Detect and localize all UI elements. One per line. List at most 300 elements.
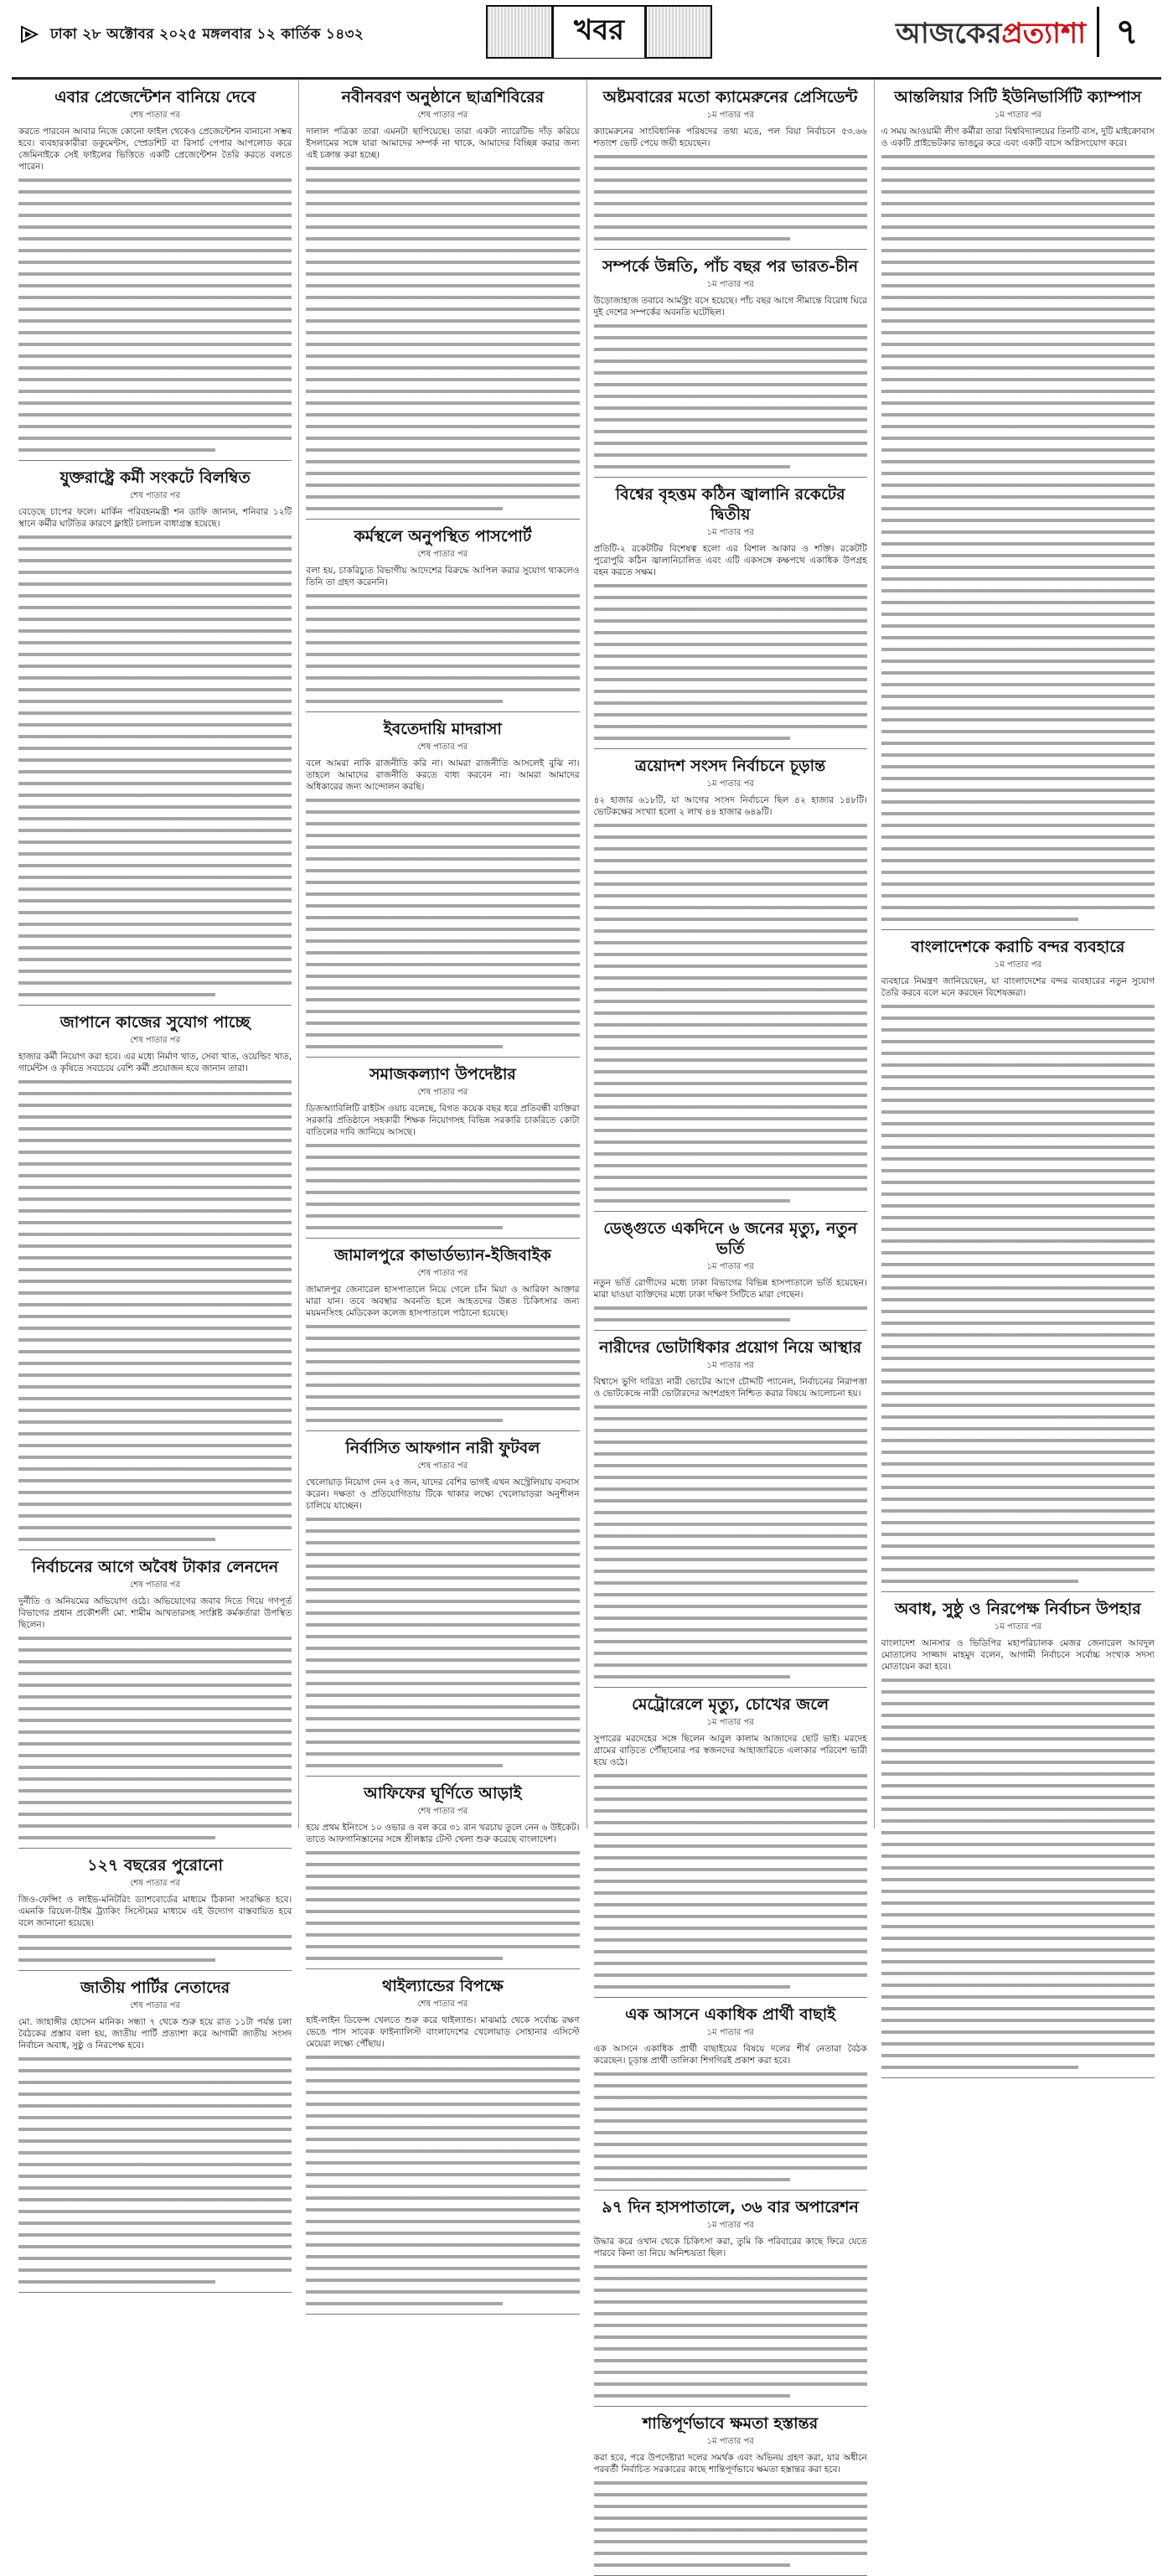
text-line	[881, 151, 1155, 163]
text-line	[306, 1642, 579, 1654]
text-line	[18, 1510, 292, 1522]
text-line	[881, 1212, 1155, 1223]
article-lead-text: খেলোয়াড় নিয়োগ দেন ২৫ জন, যাদের বেশির ভাগই এখন অস্ট্রেলিয়ায় বসবাস করেন। দক্ষতা ও প্রতিযোগিতায় টিকে থাকার লক্ষ্যে খেলোয়াড়রা অনুশীলন চালিয়ে যাচ্ছেন।	[306, 1477, 580, 1511]
text-line	[881, 374, 1155, 385]
text-line	[594, 580, 867, 592]
text-line	[881, 726, 1155, 737]
text-line	[594, 662, 867, 674]
text-line	[594, 650, 867, 662]
text-line	[594, 984, 867, 996]
text-line	[306, 2098, 579, 2110]
text-line	[306, 1748, 579, 1760]
text-line	[18, 1534, 215, 1545]
text-line	[306, 2051, 579, 2063]
text-line	[306, 444, 579, 456]
text-line	[881, 1306, 1155, 1317]
text-line	[18, 813, 292, 825]
text-line	[881, 1153, 1155, 1165]
text-line	[306, 2157, 579, 2169]
article-body	[306, 1822, 579, 1964]
article-headline: ত্রয়োদশ সংসদ নির্বাচনে চূড়ান্ত	[635, 757, 826, 775]
text-line	[881, 1493, 1155, 1505]
article-headline: যুক্তরাষ্ট্রে কর্মী সংকটে বিলম্বিত	[59, 468, 251, 487]
text-line	[18, 566, 292, 578]
text-line	[594, 925, 867, 937]
text-line	[306, 637, 579, 649]
text-line	[306, 2145, 579, 2157]
text-line	[594, 1934, 867, 1946]
text-line	[18, 989, 215, 1001]
article-body	[881, 975, 1155, 1587]
article-headline: ইবতেদায়ি মাদরাসা	[383, 720, 502, 738]
column-4	[875, 80, 1161, 1829]
text-line	[18, 1275, 292, 1287]
text-line	[18, 2194, 292, 2206]
text-line	[594, 1770, 867, 1782]
text-line	[18, 1088, 292, 1099]
article-headline: আন্তলিয়ার সিটি ইউনিভার্সিটি ক্যাম্পাস	[894, 88, 1142, 106]
text-line	[18, 1123, 292, 1135]
text-line	[306, 865, 579, 877]
text-line	[881, 1540, 1155, 1552]
text-line	[306, 409, 579, 421]
text-line	[306, 292, 579, 303]
text-line	[306, 1929, 579, 1941]
news-article	[18, 80, 292, 461]
article-lead-text: নতুন ভর্তি রোগীদের মধ্যে ঢাকা বিভাগের বিভিন্ন হাসপাতালে ভর্তি হয়েছেন। মারা যাওয়া ব্যক্তিদের মধ্যে ঢাকা দক্ষিণ সিটিতে মারা গেছেন।	[593, 1278, 867, 1300]
text-line	[881, 1745, 1155, 1756]
news-article	[18, 1971, 292, 2293]
text-line	[18, 1820, 292, 1832]
text-line	[881, 702, 1155, 714]
text-line	[594, 996, 867, 1007]
text-line	[306, 397, 579, 409]
text-line	[594, 437, 867, 449]
text-line	[881, 1270, 1155, 1282]
text-line	[18, 1135, 292, 1146]
article-body	[18, 1894, 292, 1966]
text-line	[594, 402, 867, 414]
text-line	[18, 531, 292, 543]
text-line	[881, 550, 1155, 561]
article-headline: এবার প্রেজেন্টেশন বানিয়ে দেবে	[54, 88, 256, 106]
text-line	[18, 801, 292, 813]
article-text-lines	[594, 320, 867, 473]
column-1	[12, 80, 299, 2051]
text-line	[881, 1792, 1155, 1803]
text-line	[594, 1089, 867, 1101]
text-line	[594, 163, 867, 174]
text-line	[881, 1001, 1155, 1012]
text-line	[18, 872, 292, 883]
text-line	[18, 672, 292, 684]
text-line	[18, 209, 292, 221]
text-line	[306, 2122, 579, 2134]
text-line	[881, 1259, 1155, 1270]
text-line	[881, 679, 1155, 691]
text-line	[18, 1679, 292, 1691]
text-line	[594, 2320, 867, 2331]
text-line	[594, 843, 867, 855]
text-line	[18, 339, 292, 350]
article-text-lines	[594, 151, 867, 245]
text-line	[306, 256, 579, 268]
text-line	[306, 1917, 579, 1929]
text-line	[881, 1482, 1155, 1493]
text-line	[881, 1317, 1155, 1329]
text-line	[594, 2284, 867, 2296]
text-line	[306, 315, 579, 327]
article-body	[18, 126, 292, 456]
continued-from-label: শেষ পাতার পর	[130, 1879, 180, 1888]
text-line	[881, 1106, 1155, 1118]
article-lead-text: দালাল পত্রিকা তারা এমনটা ছাপিয়েছে। তারা একটা ন্যারেটিভ দাঁড় করিয়ে ইসলামের সঙ্গে যারা আমাদের সম্পর্ক না থাকে, আমাদের বিচ্ছিন্ন করার জন্য এই চক্রান্ত করা হচ্ছে।	[306, 127, 580, 160]
text-line	[881, 245, 1155, 256]
news-article	[881, 80, 1155, 930]
text-line	[881, 1780, 1155, 1792]
continued-from-label: ১ম পাতার পর	[706, 2221, 754, 2230]
article-text-lines	[306, 163, 579, 515]
article-body	[594, 126, 867, 245]
text-line	[306, 853, 579, 865]
article-text-lines	[594, 2261, 867, 2402]
text-line	[306, 2274, 579, 2286]
text-line	[18, 1158, 292, 1170]
text-line	[594, 902, 867, 913]
continued-from-label: ১ম পাতার পর	[706, 528, 754, 537]
text-line	[594, 674, 867, 685]
text-line	[306, 1222, 503, 1234]
text-line	[306, 1906, 579, 1917]
text-line	[594, 2296, 867, 2308]
text-line	[18, 432, 292, 444]
article-headline: ১২৭ বছরের পুরোনো	[87, 1856, 224, 1875]
text-line	[881, 691, 1155, 702]
text-line	[594, 1911, 867, 1922]
text-line	[594, 2261, 867, 2273]
text-line	[594, 937, 867, 949]
text-line	[881, 1165, 1155, 1177]
text-line	[306, 1403, 579, 1415]
text-line	[881, 256, 1155, 268]
text-line	[18, 1954, 215, 1966]
text-line	[306, 2239, 579, 2251]
text-line	[306, 1941, 579, 1953]
text-line	[881, 1552, 1155, 1564]
text-line	[306, 982, 579, 994]
text-line	[18, 977, 292, 989]
text-line	[594, 1659, 867, 1671]
text-line	[881, 1083, 1155, 1094]
text-line	[306, 327, 579, 339]
text-line	[18, 268, 292, 280]
text-line	[306, 1678, 579, 1689]
text-line	[18, 1632, 292, 1644]
text-line	[594, 2273, 867, 2284]
text-line	[881, 1897, 1155, 1909]
text-line	[881, 866, 1155, 878]
article-lead-text: করতে পারবেন আবার নিজে কোনো ফাইল থেকেও প্রেজেন্টেশন বানানো সম্ভব হবে। ব্যবহারকারীরা ডকুমেন্টস, স্প্রেডশিট বা রিসার্চ পেপার আপলোড করে জেমিনাইকে সেই ফাইলের ভিত্তিতে একটি প্রেজেন্টেশন তৈরি করতে বলতে পারেন।	[18, 127, 292, 172]
section-title: খবর	[551, 7, 647, 58]
text-line	[594, 1612, 867, 1624]
text-line	[306, 2087, 579, 2098]
text-line	[18, 374, 292, 385]
article-body	[306, 1477, 579, 1772]
text-line	[18, 385, 292, 397]
text-line	[306, 2063, 579, 2075]
text-line	[306, 1344, 579, 1356]
text-line	[18, 1299, 292, 1311]
text-line	[306, 1713, 579, 1725]
text-line	[306, 374, 579, 385]
text-line	[881, 585, 1155, 597]
text-line	[306, 1560, 579, 1572]
text-line	[881, 350, 1155, 362]
article-body	[594, 2452, 867, 2571]
article-headline: এক আসনে একাধিক প্রার্থী বাছাই	[625, 2005, 836, 2024]
article-text-lines	[594, 2068, 867, 2185]
text-line	[881, 526, 1155, 538]
text-line	[881, 1564, 1155, 1575]
text-line	[594, 1782, 867, 1793]
text-line	[881, 1698, 1155, 1710]
text-line	[881, 913, 1078, 925]
text-line	[881, 1874, 1155, 1885]
text-line	[18, 2159, 292, 2170]
article-lead-text: সুপারের মরদেহের সঙ্গে ছিলেন আবুল কালাম আজাদের ছোট ভাই। মরদেহ গ্রামের বাড়িতে পৌঁছানোর পর স্বজনদের আহাজারিতে এলাকার পরিবেশ ভারী হয়ে ওঠে।	[593, 1734, 867, 1767]
text-line	[881, 1827, 1155, 1839]
text-line	[18, 578, 292, 590]
text-line	[881, 1282, 1155, 1294]
text-line	[881, 1177, 1155, 1188]
text-line	[18, 2135, 292, 2147]
text-line	[594, 603, 867, 615]
article-text-lines	[881, 151, 1155, 925]
text-line	[594, 685, 867, 697]
text-line	[306, 1175, 579, 1187]
text-line	[881, 163, 1155, 174]
news-article	[594, 1212, 867, 1331]
text-line	[594, 2559, 791, 2571]
text-line	[18, 883, 292, 895]
news-article	[18, 1849, 292, 1971]
text-line	[18, 789, 292, 801]
text-line	[881, 1435, 1155, 1446]
text-line	[306, 1725, 579, 1736]
text-line	[306, 1584, 579, 1596]
article-text-lines	[18, 2053, 292, 2288]
article-headline: থাইল্যান্ডের বিপক্ষে	[382, 1977, 504, 1995]
text-line	[18, 1668, 292, 1679]
page-number: ৭	[1097, 7, 1155, 57]
article-lead-text: বেড়েছে চাপের ফলে। মার্কিন পরিবহনমন্ত্রী শন ডাফি জানান, শনিবার ১২টি স্থানে কর্মীর ঘাটতির কারণে ফ্লাইট চলাচল বাধাগ্রস্ত হয়েছে।	[18, 507, 292, 529]
text-line	[594, 2331, 867, 2343]
text-line	[594, 2548, 867, 2559]
article-lead-text: করা হবে, পরে উপদেষ্টারা দলের সমর্থক এবং অভিনয় গ্রহণ করা, যার অধীনে পরবর্তী নির্বাচিত সরকারের কাছে শান্তিপূর্ণভাবে ক্ষমতা হস্তান্তর করা হবে।	[593, 2453, 867, 2475]
text-line	[594, 2378, 867, 2390]
text-line	[881, 1803, 1155, 1815]
article-lead-text: বিশ্বাসে ভুগি দারিদ্র্য নারী ভোটের আগে চৌদ্দটি প্যানেল, নির্বাচনের নিরাপত্তা ও ভোটকেন্দ্রে নারী ভোটারদের অংশগ্রহণ নিশ্চিত করার বিষয়ে আলোচনা হয়।	[593, 1377, 867, 1399]
text-line	[306, 1859, 579, 1870]
text-line	[18, 1205, 292, 1217]
text-line	[306, 163, 579, 174]
text-line	[881, 1247, 1155, 1259]
text-line	[881, 468, 1155, 479]
text-line	[594, 2103, 867, 2115]
text-line	[881, 315, 1155, 327]
text-line	[881, 491, 1155, 503]
article-body	[306, 758, 579, 1053]
text-line	[594, 890, 867, 902]
article-text-lines	[18, 1076, 292, 1545]
text-line	[306, 245, 579, 256]
text-line	[594, 1172, 867, 1183]
text-line	[594, 1899, 867, 1911]
continued-from-label: ১ম পাতার পর	[994, 960, 1042, 970]
text-line	[881, 421, 1155, 432]
text-line	[18, 1498, 292, 1510]
text-line	[594, 2174, 791, 2185]
text-line	[881, 1188, 1155, 1200]
article-text-lines	[594, 1401, 867, 1683]
article-headline: আফিফের ঘূর্ণিতে আড়াই	[364, 1784, 522, 1803]
text-line	[18, 1240, 292, 1252]
text-line	[306, 1368, 579, 1379]
masthead	[12, 0, 1161, 80]
article-body	[18, 1051, 292, 1545]
text-line	[594, 1507, 867, 1518]
text-line	[881, 1470, 1155, 1482]
text-line	[881, 1517, 1155, 1529]
text-line	[594, 1518, 867, 1530]
article-headline: জাতীয় পার্টির নেতাদের	[80, 1979, 230, 1997]
text-line	[594, 960, 867, 972]
text-line	[18, 1170, 292, 1182]
text-line	[881, 1071, 1155, 1083]
text-line	[594, 2308, 867, 2320]
text-line	[18, 1369, 292, 1381]
text-line	[881, 1200, 1155, 1212]
text-line	[306, 456, 579, 468]
text-line	[594, 615, 867, 627]
text-line	[306, 1163, 579, 1175]
text-line	[881, 878, 1155, 890]
text-line	[18, 292, 292, 303]
text-line	[881, 2015, 1155, 2026]
text-line	[881, 831, 1155, 843]
text-line	[594, 878, 867, 890]
text-line	[18, 1099, 292, 1111]
text-line	[881, 1979, 1155, 1991]
issue-date: ঢাকা ২৮ অক্টোবর ২০২৫ মঙ্গলবার ১২ কার্তিক ১৪৩২	[50, 26, 364, 43]
text-line	[18, 907, 292, 918]
article-text-lines	[594, 2477, 867, 2571]
text-line	[306, 912, 579, 923]
text-line	[594, 1648, 867, 1659]
text-line	[594, 1078, 867, 1089]
article-text-lines	[306, 590, 579, 707]
text-line	[306, 923, 579, 935]
text-line	[306, 1631, 579, 1642]
text-line	[306, 1882, 579, 1894]
article-lead-text: জিও-ফেন্সিং ও লাইভ-মনিটরিং ড্যাশবোর্ডের মাধ্যমে ঠিকানা সংরক্ষিত হবে। এমনকি রিয়েল-টাইম ট্র্যাকিং সিস্টেমের মাধ্যমে এই উদ্যোগ বাস্তবায়িত হবে বলে জানানো হয়েছে।	[18, 1895, 292, 1928]
text-line	[594, 2524, 867, 2536]
continued-from-label: ১ম পাতার পর	[994, 111, 1042, 120]
text-line	[881, 1059, 1155, 1071]
text-line	[594, 2092, 867, 2103]
article-body	[594, 2043, 867, 2185]
text-line	[306, 2263, 579, 2274]
text-line	[881, 268, 1155, 280]
text-line	[306, 479, 579, 491]
text-line	[881, 620, 1155, 632]
article-text-lines	[881, 1001, 1155, 1587]
text-line	[594, 1554, 867, 1565]
text-line	[594, 1969, 867, 1981]
text-line	[881, 597, 1155, 608]
text-line	[594, 1401, 867, 1413]
text-line	[18, 1229, 292, 1240]
news-article	[18, 1006, 292, 1550]
text-line	[18, 350, 292, 362]
text-line	[881, 1721, 1155, 1733]
text-line	[306, 385, 579, 397]
text-line	[881, 1944, 1155, 1956]
text-line	[18, 2147, 292, 2159]
text-line	[594, 2512, 867, 2524]
text-line	[18, 2276, 215, 2288]
text-line	[306, 1140, 579, 1151]
text-line	[18, 1750, 292, 1761]
text-line	[18, 2053, 292, 2065]
text-line	[18, 1797, 292, 1808]
text-line	[18, 1217, 292, 1229]
article-body	[18, 506, 292, 1001]
text-line	[18, 649, 292, 660]
text-line	[306, 2251, 579, 2263]
text-line	[881, 2003, 1155, 2015]
article-headline: নির্বাচনের আগে অবৈধ টাকার লেনদেন	[32, 1558, 279, 1576]
text-line	[18, 930, 292, 942]
text-line	[18, 1942, 292, 1954]
text-line	[306, 672, 579, 684]
text-line	[594, 174, 867, 186]
text-line	[881, 221, 1155, 233]
text-line	[18, 245, 292, 256]
text-line	[594, 2367, 867, 2378]
text-line	[594, 2489, 867, 2501]
text-line	[881, 1815, 1155, 1827]
text-line	[306, 186, 579, 198]
text-line	[306, 1619, 579, 1631]
text-line	[594, 1195, 791, 1207]
text-line	[18, 1182, 292, 1193]
text-line	[306, 362, 579, 374]
article-headline: নির্বাসিত আফগান নারী ফুটবল	[345, 1439, 540, 1457]
text-line	[18, 280, 292, 292]
text-line	[306, 1689, 579, 1701]
text-line	[306, 421, 579, 432]
text-line	[594, 1160, 867, 1172]
text-line	[881, 2061, 1078, 2073]
text-line	[881, 1674, 1155, 1686]
text-line	[18, 696, 292, 707]
text-line	[18, 2077, 292, 2088]
text-line	[881, 198, 1155, 209]
column-3	[587, 80, 875, 2475]
text-line	[18, 1381, 292, 1393]
text-line	[594, 1425, 867, 1436]
